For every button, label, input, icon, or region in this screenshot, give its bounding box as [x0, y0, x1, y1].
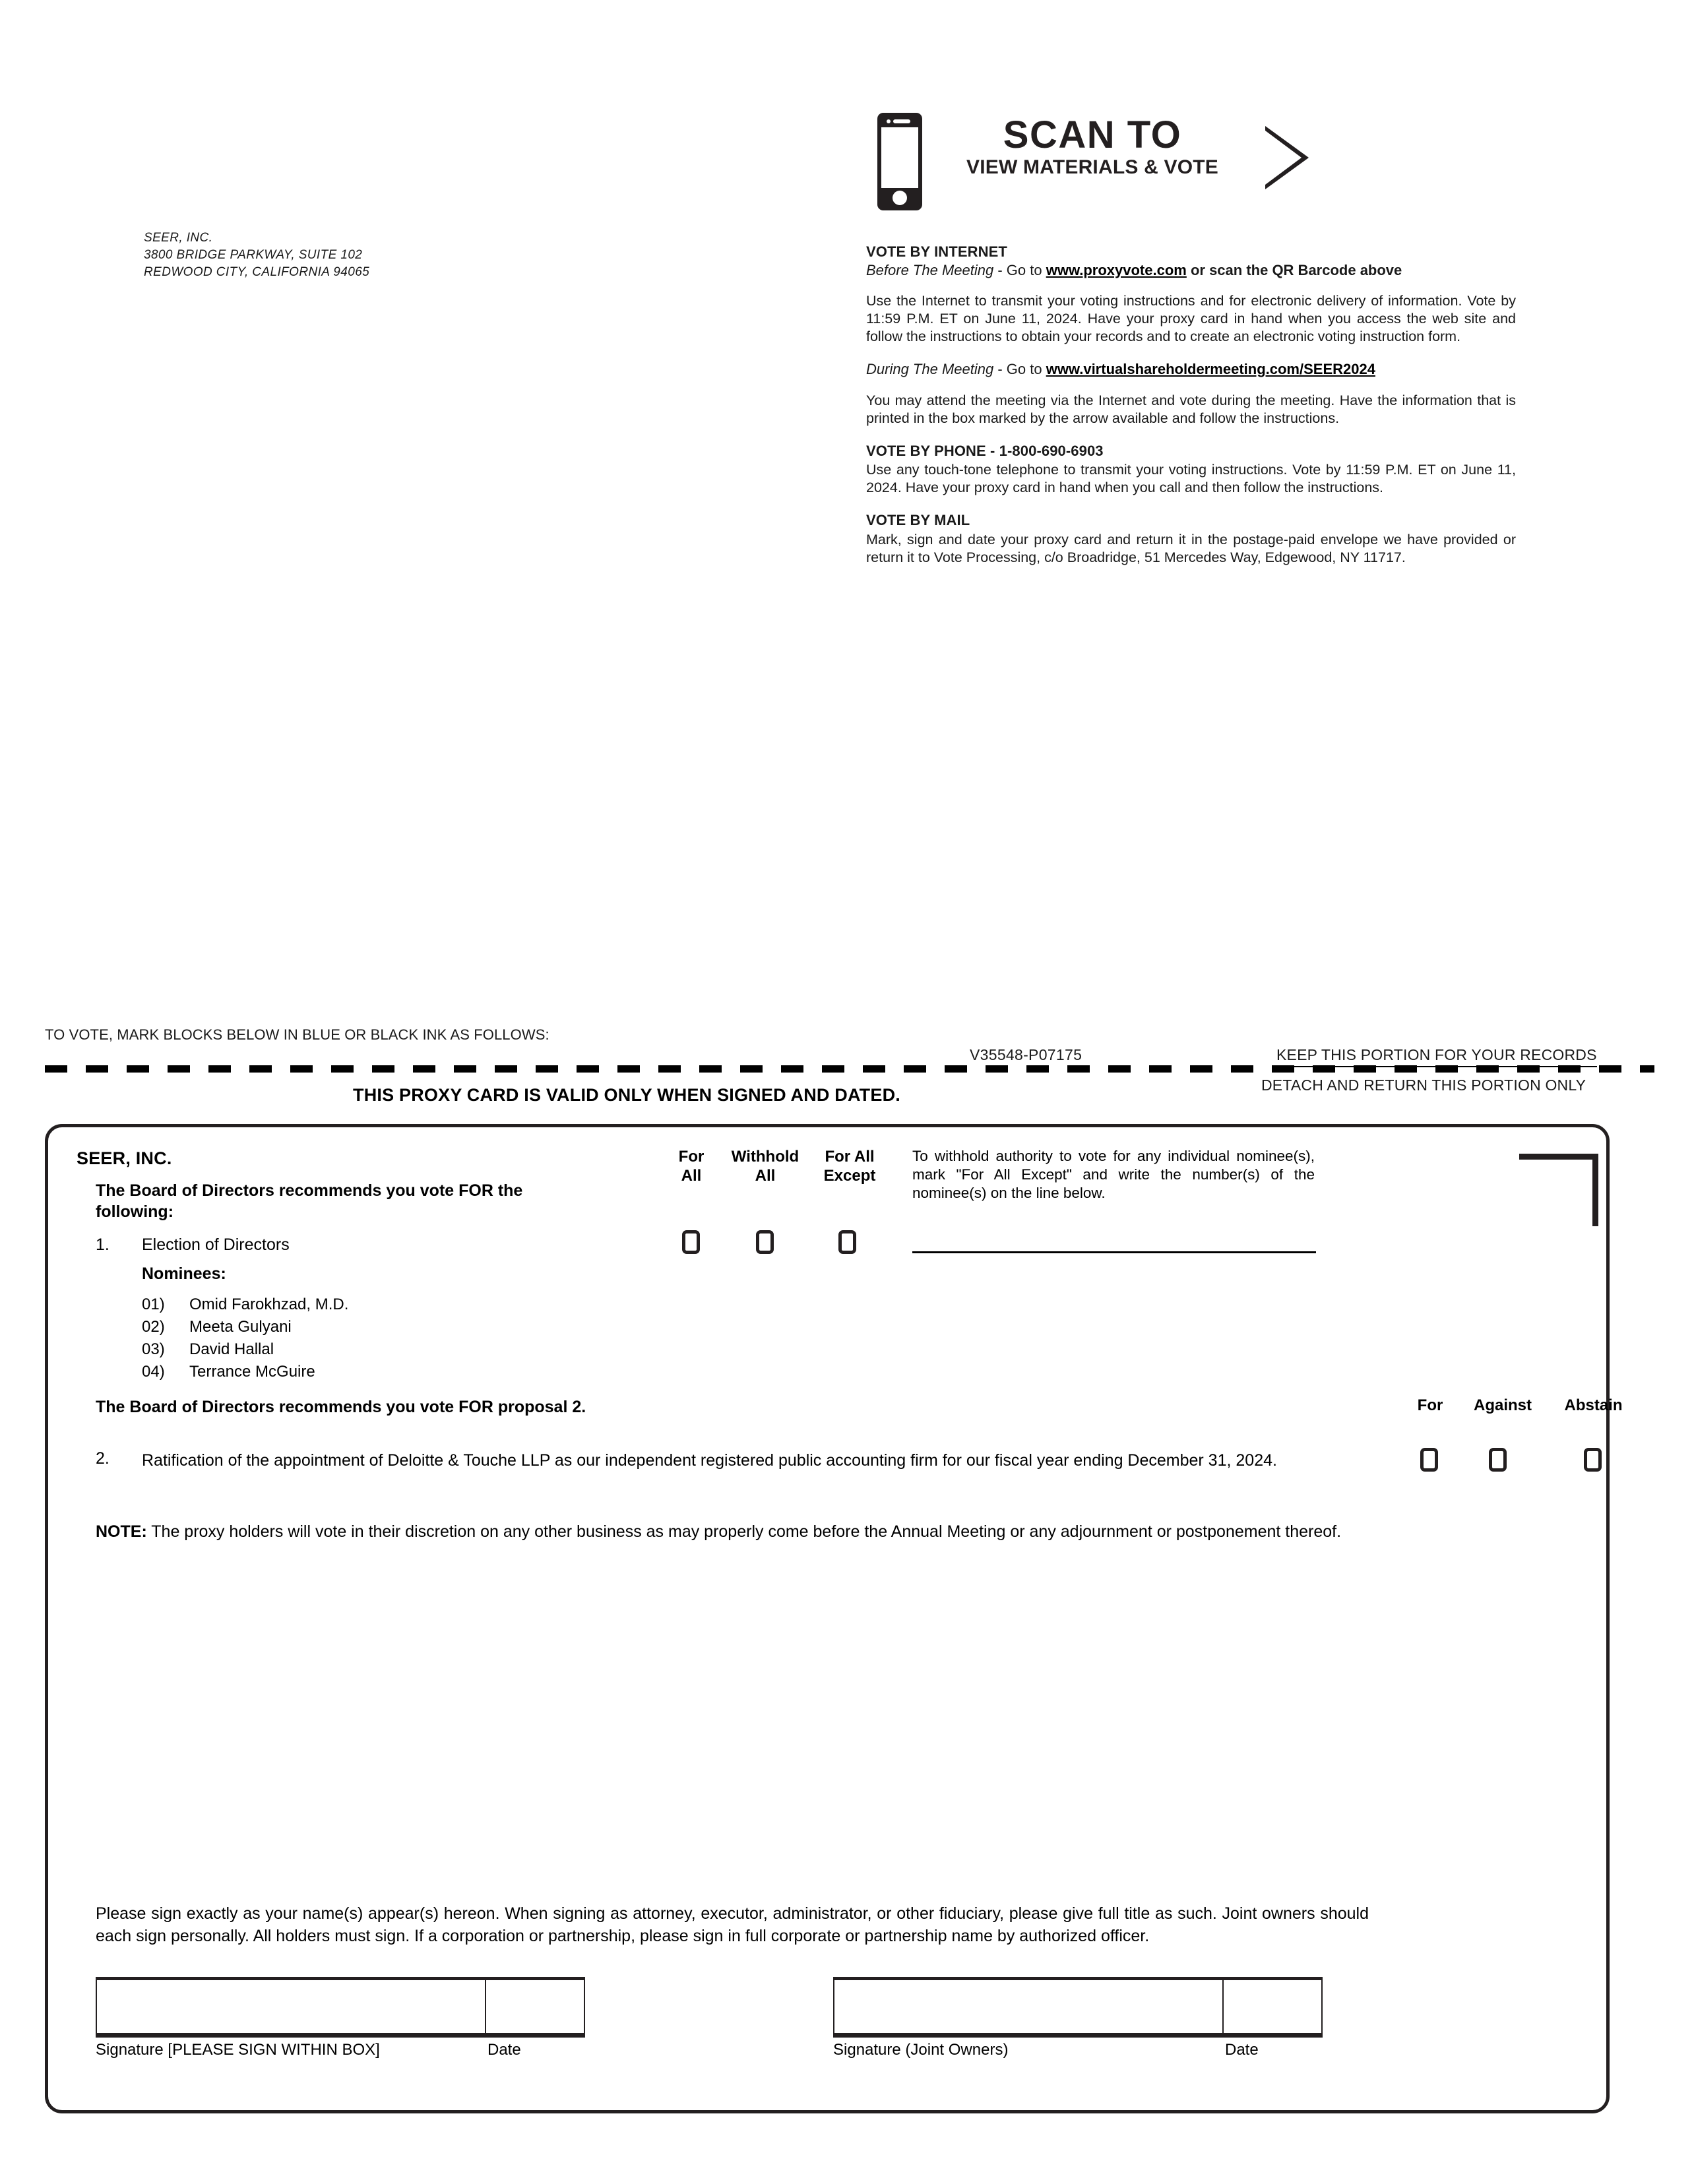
- signature-block-joint: [833, 1977, 1323, 2059]
- vote-by-phone-body: Use any touch-tone telephone to transmit your voting instructions. Vote by 11:59 P.M. ET on June 11, 2024. Have your proxy card in hand when you call and then follow the instructions.: [866, 462, 1516, 495]
- date-label-joint: Date: [1225, 2041, 1259, 2059]
- list-item: [142, 1316, 348, 1338]
- column-header-for: For: [1417, 1396, 1443, 1414]
- scan-to-heading: SCAN TO: [1003, 113, 1182, 156]
- smartphone-icon: [877, 113, 922, 210]
- proxy-card: [45, 1124, 1623, 2113]
- vote-by-internet-heading: VOTE BY INTERNET: [866, 243, 1007, 260]
- proposal-1-title: Election of Directors: [142, 1235, 290, 1254]
- voting-instructions-panel: [866, 243, 1516, 567]
- checkbox-proposal-2-for[interactable]: [1420, 1448, 1438, 1472]
- smartphone-home-button: [893, 191, 907, 205]
- vote-by-mail-body: Mark, sign and date your proxy card and return it in the postage-paid envelope we have provided or return it to Vote Processing, c/o Broadridge, 51 Mercedes Way, Edgewood, NY 11717.: [866, 531, 1516, 565]
- signature-label-joint: Signature (Joint Owners): [833, 2041, 1009, 2059]
- nominee-index: 03): [142, 1340, 165, 1358]
- address-line-street: 3800 BRIDGE PARKWAY, SUITE 102: [144, 248, 363, 262]
- column-header-for-all: For All: [678, 1148, 705, 1185]
- corner-registration-bracket: [1519, 1154, 1598, 1226]
- proposal-1-number: 1.: [96, 1235, 110, 1254]
- address-line-city: REDWOOD CITY, CALIFORNIA 94065: [144, 265, 370, 279]
- signature-input-joint[interactable]: [834, 1980, 1224, 2033]
- nominee-name: David Hallal: [189, 1340, 274, 1358]
- signature-instructions: Please sign exactly as your name(s) appear(s) hereon. When signing as attorney, executor, administrator, or other fiduciary, please give full title as such. Joint owners should each sign personally. All holders must sign. If a corporation or partnership, please sign in full corporate or partnership name by authorized officer.: [96, 1904, 1369, 1945]
- play-triangle-icon-inner: [1265, 131, 1302, 185]
- virtual-meeting-link[interactable]: www.virtualshareholdermeeting.com/SEER2024: [1046, 361, 1375, 377]
- date-input-joint[interactable]: [1224, 1980, 1321, 2033]
- list-item: [142, 1294, 348, 1316]
- control-number: V35548-P07175: [970, 1046, 1082, 1063]
- before-meeting-label: Before The Meeting: [866, 261, 994, 278]
- column-header-withhold-all: Withhold All: [731, 1148, 800, 1185]
- before-meeting-dash: - Go to: [993, 261, 1046, 278]
- vote-before-meeting-line: [866, 261, 1516, 280]
- note-label: NOTE:: [96, 1522, 147, 1541]
- vote-by-phone-heading: VOTE BY PHONE - 1-800-690-6903: [866, 442, 1104, 459]
- checkbox-proposal-1-withhold-all[interactable]: [756, 1230, 774, 1254]
- date-label-primary: Date: [487, 2041, 521, 2059]
- for-all-except-write-in-line[interactable]: [912, 1251, 1316, 1253]
- list-item: [142, 1361, 348, 1383]
- checkbox-proposal-1-for-all[interactable]: [682, 1230, 700, 1254]
- address-line-company: SEER, INC.: [144, 231, 213, 245]
- nominee-index: 01): [142, 1295, 165, 1313]
- board-recommendation-2: The Board of Directors recommends you vote FOR proposal 2.: [96, 1398, 586, 1416]
- smartphone-speaker: [893, 119, 910, 123]
- scan-banner-text: [941, 115, 1244, 180]
- vote-by-mail-heading: VOTE BY MAIL: [866, 512, 970, 528]
- checkbox-proposal-2-abstain[interactable]: [1584, 1448, 1602, 1472]
- checkbox-proposal-2-against[interactable]: [1489, 1448, 1507, 1472]
- signature-block-primary: [96, 1977, 585, 2059]
- proposal-2-text: Ratification of the appointment of Deloitte & Touche LLP as our independent registered public accounting firm for our fiscal year ending December 31, 2024.: [142, 1451, 1277, 1470]
- before-meeting-tail: or scan the QR Barcode above: [1186, 261, 1402, 278]
- nominee-name: Meeta Gulyani: [189, 1318, 292, 1336]
- list-item: [142, 1338, 348, 1361]
- nominee-index: 02): [142, 1318, 165, 1336]
- keep-portion-label: KEEP THIS PORTION FOR YOUR RECORDS: [1276, 1046, 1597, 1063]
- checkbox-proposal-1-for-all-except[interactable]: [838, 1230, 856, 1254]
- proposal-2-number: 2.: [96, 1449, 110, 1468]
- nominee-name: Omid Farokhzad, M.D.: [189, 1295, 349, 1313]
- signature-input-primary[interactable]: [97, 1980, 486, 2033]
- scan-to-subheading: VIEW MATERIALS & VOTE: [966, 156, 1218, 178]
- proxy-note: [96, 1520, 1369, 1543]
- vote-internet-during-body: You may attend the meeting via the Internet and vote during the meeting. Have the information that is printed in the box marked by the arrow available and follow the instructions.: [866, 392, 1516, 426]
- nominees-label: Nominees:: [142, 1264, 226, 1283]
- detach-dashed-line: [45, 1065, 1654, 1073]
- during-meeting-label: During The Meeting: [866, 361, 994, 377]
- nominee-name: Terrance McGuire: [189, 1363, 315, 1381]
- smartphone-screen: [881, 127, 918, 188]
- column-header-against: Against: [1473, 1396, 1532, 1414]
- smartphone-camera-dot: [887, 119, 891, 123]
- nominee-index: 04): [142, 1363, 165, 1381]
- proxy-card-validity-notice: THIS PROXY CARD IS VALID ONLY WHEN SIGNED AND DATED.: [353, 1085, 900, 1105]
- withhold-authority-note: To withhold authority to vote for any individual nominee(s), mark "For All Except" and write the number(s) of the nominee(s) on the line below.: [912, 1148, 1315, 1201]
- shareholder-address-block: [144, 230, 369, 281]
- vote-internet-before-body: Use the Internet to transmit your voting instructions and for electronic delivery of information. Vote by 11:59 P.M. ET on June 11, 2024. Have your proxy card in hand when you access the web site and follow the instructions to obtain your records and to create an electronic voting instruction form.: [866, 293, 1516, 344]
- during-meeting-dash: - Go to: [993, 361, 1046, 377]
- nominee-list: [142, 1294, 348, 1383]
- card-company-name: SEER, INC.: [77, 1148, 172, 1168]
- vote-during-meeting-line: [866, 360, 1516, 379]
- note-text: The proxy holders will vote in their discretion on any other business as may properly come before the Annual Meeting or any adjournment or postponement thereof.: [146, 1522, 1342, 1541]
- to-vote-instruction-label: TO VOTE, MARK BLOCKS BELOW IN BLUE OR BLACK INK AS FOLLOWS:: [45, 1026, 549, 1043]
- date-input-primary[interactable]: [486, 1980, 584, 2033]
- proxyvote-link[interactable]: www.proxyvote.com: [1046, 261, 1187, 278]
- detach-portion-label: DETACH AND RETURN THIS PORTION ONLY: [1261, 1076, 1586, 1094]
- column-header-abstain: Abstain: [1564, 1396, 1623, 1414]
- scan-to-vote-banner: [877, 109, 1339, 208]
- signature-label-primary: Signature [PLEASE SIGN WITHIN BOX]: [96, 2041, 380, 2059]
- board-recommendation-1: The Board of Directors recommends you vote FOR the following:: [96, 1181, 523, 1221]
- column-header-for-all-except: For All Except: [823, 1148, 876, 1185]
